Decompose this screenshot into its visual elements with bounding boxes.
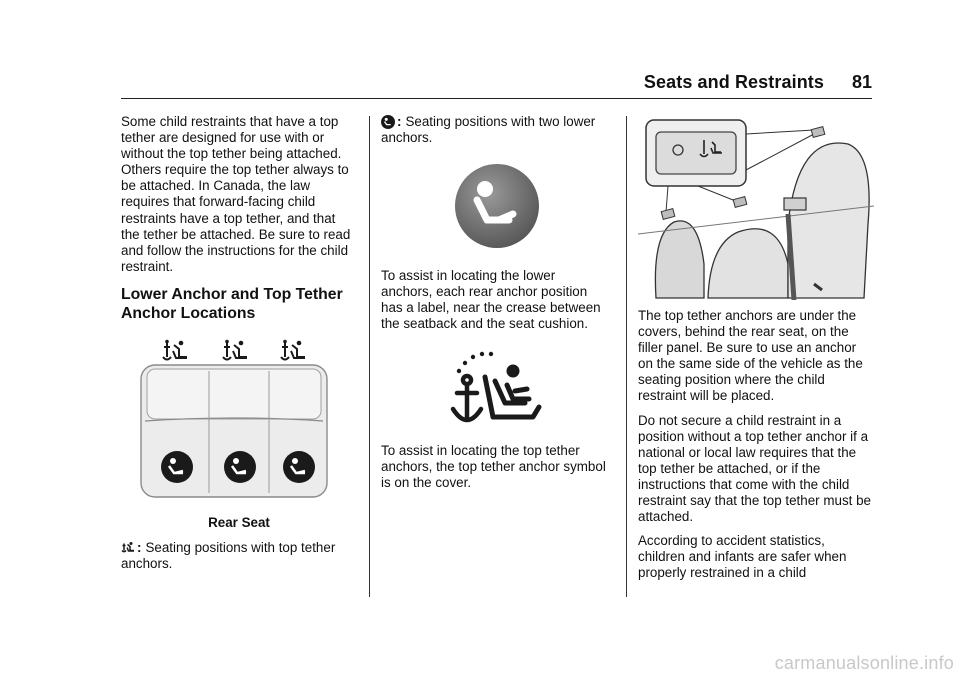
page-number: 81 xyxy=(851,72,872,92)
lower-anchor-text: To assist in locating the lower anchors, each rear anchor position has a label, near the crease between the seatback and the seat cushion. xyxy=(381,268,601,332)
top-tether-icon xyxy=(223,340,247,360)
column-divider xyxy=(626,116,627,597)
tether-location-paragraph: The top tether anchors are under the covers, behind the rear seat, on the filler panel. Be sure to use an anchor on the same side of the vehicle as the seating position where the child restraint will be placed. xyxy=(638,308,863,404)
warning-paragraph: Do not secure a child restraint in a position without a top tether anchor if a national or local law requires that the top tether be attached, or if the instructions that come with the child restraint say that the top tether must be attached. xyxy=(638,412,871,525)
page-header xyxy=(121,68,872,99)
lower-anchor-icon xyxy=(224,451,256,483)
column-left xyxy=(121,114,357,580)
lower-anchor-label-icon xyxy=(381,154,609,264)
column-divider xyxy=(369,116,370,597)
tether-cover-text: To assist in locating the top tether anchors, the top tether anchor symbol is on the cover. xyxy=(381,442,606,490)
top-tether-icon xyxy=(281,340,305,360)
lower-anchor-legend xyxy=(381,114,609,146)
figure-caption: Rear Seat xyxy=(208,514,270,530)
site-watermark: carmanualsonline.info xyxy=(774,653,954,673)
tether-legend-text: Seating positions with top tether anchors. xyxy=(121,539,336,572)
lower-anchor-icon xyxy=(283,451,315,483)
column-right xyxy=(638,114,874,590)
legend-separator: : xyxy=(397,114,402,129)
intro-paragraph: Some child restraints that have a top tether are designed for use with or without the top tether being attached. Others require the top tether always to be attached. In Canada, the law requires that forward-facing child restraints have a top tether, and that the tether be attached. Be sure to read and follow the instructions for the child restraint. xyxy=(121,114,351,274)
tether-symbol-legend xyxy=(121,540,357,572)
section-heading: Lower Anchor and Top Tether Anchor Locations xyxy=(121,285,343,322)
legend-separator: : xyxy=(137,539,142,555)
section-title: Seats and Restraints xyxy=(643,72,824,92)
lower-anchor-icon xyxy=(381,115,395,129)
top-tether-icon xyxy=(163,340,187,360)
lower-anchor-icon xyxy=(161,451,193,483)
lower-legend-text: Seating positions with two lower anchors. xyxy=(381,114,596,146)
top-tether-anchor-symbol xyxy=(381,347,609,433)
tether-anchor-location-illustration xyxy=(638,114,874,300)
column-middle xyxy=(381,114,609,499)
top-tether-icon xyxy=(121,540,135,555)
rear-seat-diagram xyxy=(121,337,357,505)
statistics-paragraph: According to accident statistics, children and infants are safer when properly restrained in a child xyxy=(638,533,847,581)
